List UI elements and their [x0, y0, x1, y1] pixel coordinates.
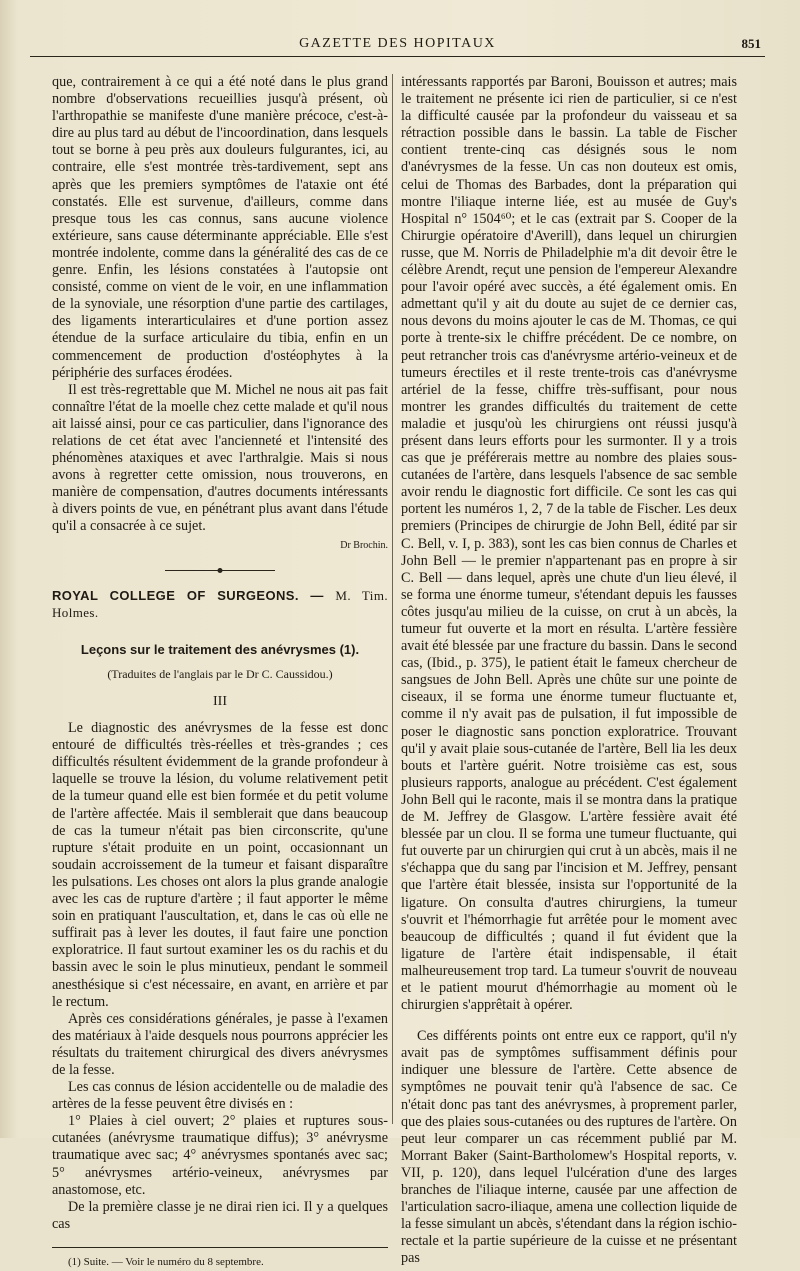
article-paragraph: Il est très-regrettable que M. Michel ne nous ait pas fait connaître l'état de la moelle chez cette malade et qu'il nous ait laissé ainsi, pour ce cas particulier, dans l'ignorance des relations de cet état avec l'ancienneté et l'intensité des phénomènes ataxiques et avec l'arthralgie. Mais si nous avons à regretter cette omission, nous trouverons, en manière de compensation, d'autres documents intéressants à divers points de vue, en pénétrant plus avant dans l'étude qu'il a consacrée à ce sujet.: [52, 381, 388, 535]
article-paragraph: que, contrairement à ce qui a été noté dans le plus grand nombre d'observations recueillies jusqu'à présent, où l'arthropathie se manifeste d'une manière précoce, c'est-à-dire au plus tard au début de l'incoordination, dans lesquels tout se borne à peu près aux douleurs fulgurantes, ici, au contraire, elle s'est montrée très-tardivement, sept ans après que les premiers symptômes de l'ataxie ont été constatés. Elle est survenue, d'ailleurs, comme dans presque tous les cas connus, sans aucune violence extérieure, sans cause déterminante appréciable. Elle s'est montrée indolente, comme dans la généralité des cas de ce genre. Enfin, les lésions constatées à l'autopsie ont consisté, comme on vient de le voir, en une inflammation de la synoviale, une résorption d'une partie des cartilages, des ligaments interarticulaires et d'une portion assez étendue de la surface articulaire du tibia, enfin en un commencement de production d'ostéophytes à la périphérie des surfaces érodées.: [52, 74, 388, 381]
article-paragraph: Le diagnostic des anévrysmes de la fesse est donc entouré de difficultés très-réelles et très-grandes ; ces difficultés résultent évidemment de la grande profondeur à laquelle se trouve la lésion, du volume relativement petit de la tumeur quand elle est bien formée et du petit volume de l'artère affectée. Mais il semblerait que dans beaucoup de cas la tumeur n'était pas bien circonscrite, qu'une rupture s'était produite en un point, occasionnant un soudain accroissement de la tumeur et faisant disparaître les pulsations. Les choses ont alors la plus grande analogie avec les cas de rupture d'artère ; il faut apporter le même soin en pratiquant l'auscultation, et, dans le cas où elle ne suffirait pas à lever les doutes, il faut faire une ponction exploratrice. Il faut surtout examiner les os du rachis et du bassin avec le soin le plus minutieux, pendant le sommeil anesthésique si c'est nécessaire, en avant, en arrière et par le rectum.: [52, 720, 388, 1010]
page-number: 851: [741, 36, 761, 51]
right-column: [401, 74, 737, 1267]
column-rule: [392, 74, 393, 1124]
translation-note: (Traduites de l'anglais par le Dr C. Caussidou.): [107, 666, 333, 681]
article-paragraph: Ces différents points ont entre eux ce rapport, qu'il n'y avait pas de symptômes suffisamment définis pour indiquer une blessure de l'artère. Cette absence de symptômes ne pouvait tenir qu'à l'absence de sac. Ce n'était donc pas tant des anévrysmes, à proprement parler, que des plaies sous-cutanées ou des ruptures de l'artère. On peut leur comparer un cas récemment publié par M. Morrant Baker (Saint-Bartholomew's Hospital reports, v. VII, p. 120), dans lequel l'ulcération d'une des larges branches de l'iliaque interne, causée par une affection de l'articulation sacro-iliaque, amena une collection liquide de la fesse simulant un abcès, s'étendant dans la région ischio-rectale et la partie supérieure de la cuisse et ne présentant pas: [401, 1028, 737, 1267]
article-paragraph: intéressants rapportés par Baroni, Bouisson et autres; mais le traitement ne présente ici rien de particulier, si ce n'est la difficulté causée par la profondeur du vaisseau et sa rétraction possible dans le bassin. La table de Fischer contient trente-cinq cas désignés sous le nom d'anévrysmes de la fesse. Un cas non douteux est omis, celui de Thomas des Barbades, dont la préparation qui montre l'iliaque interne liée, est au musée de Guy's Hospital n° 1504⁶⁰; et le cas (extrait par S. Cooper de la Chirurgie opératoire d'Averill), dans lequel un chirurgien russe, que M. Norris de Philadelphie m'a dit devoir être le célèbre Arendt, reçut une pension de l'empereur Alexandre pour l'avoir opéré avec succès, a été également omis. En admettant qu'il y ait du doute au sujet de ce dernier cas, nous devons du moins ajouter le cas de M. Thomas, ce qui porte à trente-six le chiffre précédent. De ce nombre, on peut retrancher trois cas d'anévrysme artério-veineux et de tumeurs érectiles et il reste trente-trois cas d'anévrysme artériel de la fesse, chiffre très-suffisant, pour nous montrer les grandes difficultés du traitement de cette maladie et jusqu'où les chirurgiens ont réussi jusqu'à présent dans leurs efforts pour les surmonter. Il y a trois cas que je préférerais mettre au nombre des plaies sous-cutanées de l'artère, dans lesquels l'absence de sac semble avoir rendu le diagnostic fort difficile. Ce sont les cas qui portent les numéros 1, 2, 7 de la table de Fischer. Les deux premiers (Principes de chirurgie de John Bell, édité par sir C. Bell, v. I, p. 383), sont les cas bien connus de Charles et John Bell — le premier n'appartenant pas en propre à sir C. Bell — dans lequel, après une chute d'un lieu élevé, il se forma une énorme tumeur, s'étendant depuis les fausses côtes jusqu'au milieu de la cuisse, on crut à un abcès, la tumeur fut ouverte et la mort en résulta. L'artère fessière avait été blessée par une fracture du bassin. Dans le second cas, (Ibid., p. 375), le patient était le fameux chercheur de sangsues de John Bell. Après une chûte sur une pointe de ciseaux, il se forma une énorme tumeur fluctuante et, comme il n'y avait pas de pulsation, il fut impossible de poser le diagnostic sans ponction exploratrice. Trouvant qu'il y avait plaie sous-cutanée de l'artère, Bell lia les deux bouts et l'artère guérit. Notre troisième cas est, sous plusieurs rapports, analogue au précédent. C'est également John Bell qui le raconte, mais il se montra dans la pratique de M. Jeffrey de Glasgow. L'artère fessière avait été blessée par un clou. Il se forma une tumeur fluctuante, qui fut ouverte par un chirurgien qui crut à un abcès, mais il ne s'échappa que du sang par l'incision et M. Jeffrey, pensant que l'artère était blessée, insista sur l'opportunité de la ligature. On consulta d'autres chirurgiens, la tumeur s'ouvrit et l'hémorrhagie fut arrêtée pour le moment avec beaucoup de difficultés ; quand il fut évident que la ligature de l'artère était indispensable, il était malheureusement trop tard. La tumeur s'ouvrit de nouveau et le patient mourut d'hémorrhagie au moment où le chirurgien s'apprêtait à opérer.: [401, 74, 737, 1014]
part-number: III: [213, 694, 227, 709]
footnote-rule: [52, 1247, 388, 1248]
article-paragraph: Les cas connus de lésion accidentelle ou de maladie des artères de la fesse peuvent être divisés en :: [52, 1079, 388, 1113]
article-paragraph: Après ces considérations générales, je passe à l'examen des matériaux à l'aide desquels nous pourrons apprécier les résultats du traitement chirurgical des divers anévrysmes de la fesse.: [52, 1010, 388, 1078]
footnote: (1) Suite. — Voir le numéro du 8 septembre.: [68, 1255, 264, 1268]
left-column: [52, 74, 388, 1268]
section-heading: [52, 587, 388, 621]
running-title: GAZETTE DES HOPITAUX: [299, 36, 496, 51]
page-header: [30, 30, 765, 57]
article-paragraph: De la première classe je ne dirai rien ici. Il y a quelques cas: [52, 1198, 388, 1232]
lecture-title: Leçons sur le traitement des anévrysmes (1).: [80, 641, 360, 657]
author-signature: Dr Brochin.: [340, 539, 388, 551]
article-paragraph: 1° Plaies à ciel ouvert; 2° plaies et ruptures sous-cutanées (anévrysme traumatique diffus); 3° anévrysme traumatique avec sac; 4° anévrysmes spontanés avec sac; 5° anévrysmes artério-veineux, anévrysmes par anastomose, etc.: [52, 1113, 388, 1198]
society-name: ROYAL COLLEGE OF SURGEONS. —: [52, 587, 324, 603]
lecturer-name: M. Tim. Holmes.: [52, 587, 388, 620]
section-separator: [165, 570, 275, 571]
